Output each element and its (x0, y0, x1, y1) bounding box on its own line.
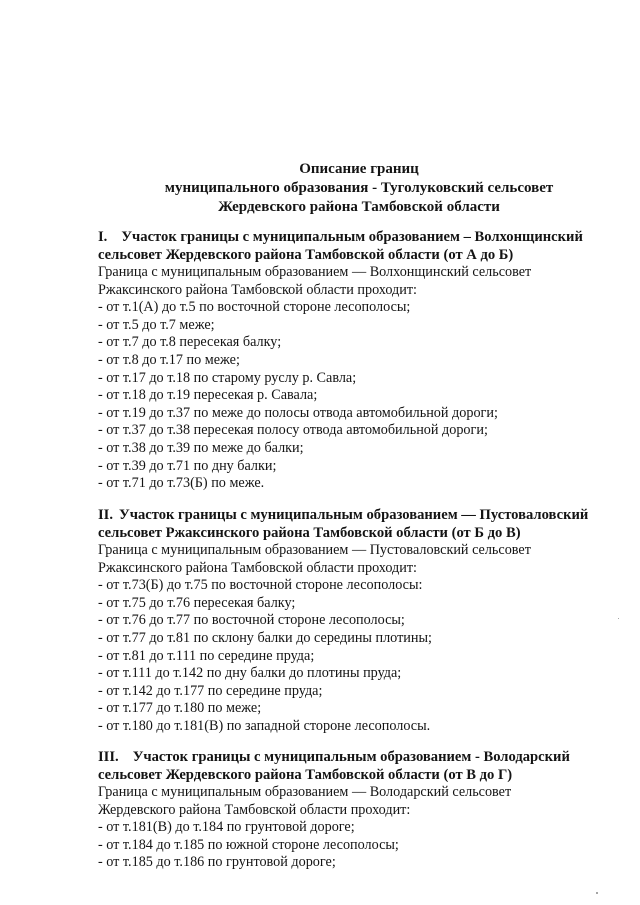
section-heading-line: Участок границы с муниципальным образованием - Володарский (132, 749, 570, 765)
section-intro-line: Граница с муниципальным образованием — Пустоваловский сельсовет (98, 542, 531, 558)
title-line: Жердевского района Тамбовской области (218, 199, 500, 215)
section-number: II. (98, 507, 114, 523)
scan-speck (596, 892, 598, 894)
section-heading-line: Участок границы с муниципальным образованием — Пустоваловский (119, 507, 589, 523)
list-item: - от т.180 до т.181(В) по западной стороне лесополосы. (98, 717, 431, 734)
section-intro-line: Граница с муниципальным образованием — Володарский сельсовет (98, 784, 512, 800)
section-heading (98, 506, 618, 524)
list-item: - от т.19 до т.37 по меже до полосы отвода автомобильной дороги; (98, 404, 498, 421)
list-item: - от т.73(Б) до т.75 по восточной стороне лесополосы: (98, 577, 423, 594)
list-item: - от т.76 до т.77 по восточной стороне лесополосы; (98, 612, 405, 629)
list-item: - от т.39 до т.71 по дну балки; (98, 457, 277, 474)
list-item: - от т.142 до т.177 по середине пруда; (98, 682, 323, 699)
list-item: - от т.8 до т.17 по меже; (98, 351, 240, 368)
list-item: - от т.18 до т.19 пересекая р. Савала; (98, 387, 318, 404)
section-number: I. (98, 229, 108, 245)
section-heading (98, 228, 618, 246)
boundary-section-2 (98, 506, 618, 736)
section-heading-line: сельсовет Ржаксинского района Тамбовской области (от Б до В) (98, 525, 521, 541)
section-heading-line: сельсовет Жердевского района Тамбовской области (от В до Г) (98, 767, 513, 783)
list-item: - от т.75 до т.76 пересекая балку; (98, 594, 296, 611)
list-item: - от т.17 до т.18 по старому руслу р. Савла; (98, 369, 357, 386)
section-intro-line: Ржаксинского района Тамбовской области проходит: (98, 559, 418, 576)
section-number: III. (98, 749, 119, 765)
list-item: - от т.71 до т.73(Б) по меже. (98, 475, 265, 492)
document-title (0, 160, 640, 217)
section-intro-line: Граница с муниципальным образованием — Волхонщинский сельсовет (98, 264, 532, 280)
list-item: - от т.181(В) до т.184 по грунтовой дороге; (98, 819, 355, 836)
list-item: - от т.7 до т.8 пересекая балку; (98, 334, 282, 351)
list-item: - от т.38 до т.39 по меже до балки; (98, 439, 304, 456)
list-item: - от т.5 до т.7 меже; (98, 316, 215, 333)
boundary-section-3 (98, 748, 618, 872)
boundary-section-1 (98, 228, 618, 493)
list-item: - от т.1(А) до т.5 по восточной стороне лесополосы; (98, 299, 411, 316)
list-item: - от т.111 до т.142 по дну балки до плотины пруда; (98, 665, 402, 682)
list-item: - от т.37 до т.38 пересекая полосу отвода автомобильной дороги; (98, 422, 488, 439)
title-line: муниципального образования - Туголуковский сельсовет (164, 180, 554, 196)
list-item: - от т.177 до т.180 по меже; (98, 700, 262, 717)
list-item: - от т.184 до т.185 по южной стороне лесополосы; (98, 836, 399, 853)
section-intro-line: Ржаксинского района Тамбовской области проходит: (98, 281, 418, 298)
scan-speck (618, 618, 619, 619)
list-item: - от т.185 до т.186 по грунтовой дороге; (98, 854, 336, 871)
section-heading-line: Участок границы с муниципальным образованием – Волхонщинский (121, 229, 583, 245)
section-heading (98, 748, 618, 766)
list-item: - от т.77 до т.81 по склону балки до середины плотины; (98, 629, 432, 646)
section-heading-line: сельсовет Жердевского района Тамбовской области (от А до Б) (98, 247, 514, 263)
section-intro-line: Жердевского района Тамбовской области проходит: (98, 801, 411, 818)
title-line: Описание границ (299, 161, 419, 177)
list-item: - от т.81 до т.111 по середине пруда; (98, 647, 315, 664)
